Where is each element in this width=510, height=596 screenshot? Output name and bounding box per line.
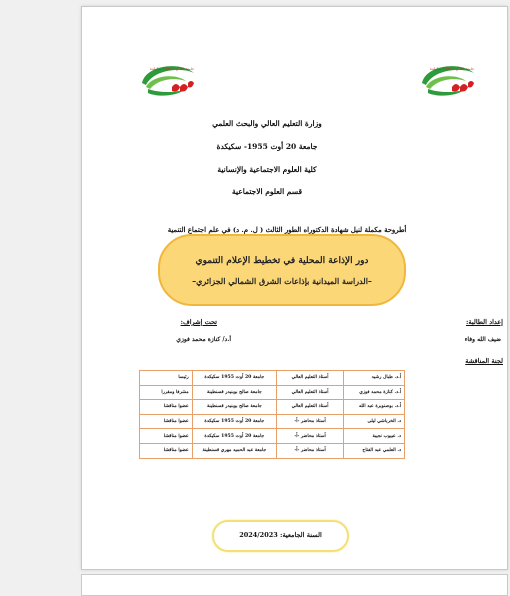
member-university: جامعة صالح بوبنيدر قسنطينة [192,400,276,415]
table-row [140,400,405,415]
member-rank: أستاذ التعليم العالي [277,400,344,415]
thesis-subtitle: –الدراسة الميدانية بإذاعات الشرق الشمالي الجزائري– [192,276,372,286]
member-rank: أستاذ محاضر -أ- [277,414,344,429]
university-logo-left [136,59,200,103]
committee-label: لجنة المناقشة [465,357,503,365]
member-role: عضوا مناقشا [140,414,193,429]
member-role: عضوا مناقشا [140,400,193,415]
logo-caption: جامعة 20 أوت 1955 سكيكدة [150,67,195,71]
document-page [81,6,508,570]
member-role: عضوا مناقشا [140,429,193,444]
member-name: د. عبيوب نجيبة [344,429,405,444]
committee-table [139,370,405,459]
member-name: أ.د. بوصنوبرة عبد الله [344,400,405,415]
member-university: جامعة صالح بوبنيدر قسنطينة [192,385,276,400]
university-line: جامعة 20 أوت 1955- سكيكدة [216,142,318,151]
supervisor-label: تحت إشراف: [180,318,217,326]
member-rank: أستاذ محاضر -أ- [277,429,344,444]
university-logo-right [416,59,480,103]
table-row [140,429,405,444]
table-row [140,443,405,458]
academic-year: السنة الجامعية: 2024/2023 [239,531,322,539]
member-rank: أستاذ التعليم العالي [277,385,344,400]
supervisor-name: أ.د/ كنازة محمد فوزي [176,336,231,343]
table-row [140,414,405,429]
member-role: رئيسا [140,371,193,386]
member-university: جامعة 20 أوت 1955 سكيكدة [192,371,276,386]
faculty-line: كلية العلوم الاجتماعية والإنسانية [217,165,317,174]
member-university: جامعة 20 أوت 1955 سكيكدة [192,414,276,429]
next-document-page [81,574,508,596]
member-name: د. العلمي عبد الفتاح [344,443,405,458]
member-university: جامعة عبد الحميد مهري قسنطينة [192,443,276,458]
member-rank: أستاذ محاضر -أ- [277,443,344,458]
member-name: د. الخرباشي ليلى [344,414,405,429]
member-role: عضوا مناقشا [140,443,193,458]
student-name: ضيف الله وفاء [464,336,501,343]
academic-year-box [212,520,349,552]
member-name: أ.د. كنازة محمد فوزي [344,385,405,400]
member-rank: أستاذ التعليم العالي [277,371,344,386]
table-row [140,371,405,386]
member-name: أ.د. طبال رشيد [344,371,405,386]
member-role: مشرفا ومقررا [140,385,193,400]
logo-caption: جامعة 20 أوت 1955 سكيكدة [430,67,475,71]
department-line: قسم العلوم الاجتماعية [231,187,303,196]
thesis-title: دور الإذاعة المحلية في تخطيط الإعلام التنموي [195,256,369,266]
title-box [158,234,406,306]
student-label: إعداد الطالبة: [466,318,503,326]
table-row [140,385,405,400]
thesis-degree-line: أطروحة مكملة لنيل شهادة الدكتوراه الطور الثالث ( ل. م. د) في علم اجتماع التنمية [167,226,407,234]
member-university: جامعة 20 أوت 1955 سكيكدة [192,429,276,444]
ministry-line: وزارة التعليم العالي والبحث العلمي [212,119,322,128]
